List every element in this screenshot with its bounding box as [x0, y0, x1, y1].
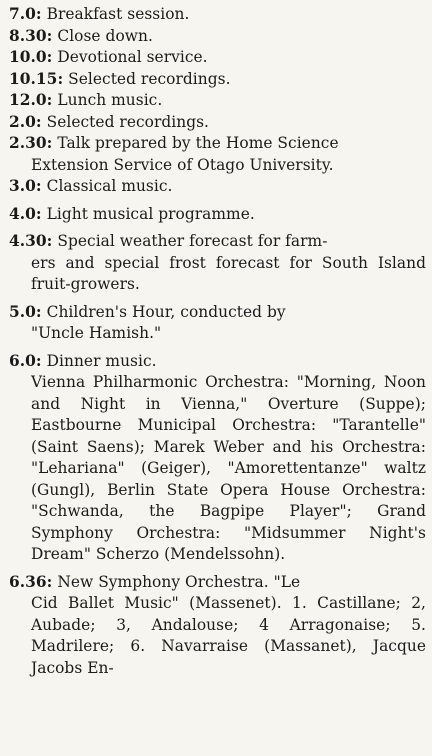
list-item: [9, 302, 426, 345]
time-label: 5.0:: [9, 302, 42, 321]
item-continuation: Extension Service of Otago University.: [31, 155, 334, 174]
item-continuation: Cid Ballet Music" (Massenet). 1. Castillane; 2, Aubade; 3, Andalouse; 4 Arragonaise; 5. Madrilere; 6. Navarraise (Massanet), Jacque Jacobs En-: [31, 594, 426, 677]
list-item: [9, 204, 426, 226]
item-text: Selected recordings.: [46, 112, 210, 131]
time-label: 3.0:: [9, 177, 42, 195]
time-label: 7.0:: [9, 5, 42, 23]
item-text: New Symphony Orchestra. "Le: [57, 572, 301, 591]
time-label: 10.0:: [9, 48, 53, 66]
list-item: [9, 572, 426, 680]
time-label: 4.0:: [9, 204, 42, 223]
item-text: Devotional service.: [57, 48, 208, 66]
item-text: Special weather forecast for farm-: [57, 232, 328, 250]
list-item: [9, 69, 426, 91]
list-item: [9, 231, 426, 296]
item-detail: Vienna Philharmonic Orchestra: "Morning, Noon and Night in Vienna," Overture (Suppe); Eastbourne Municipal Orchestra: "Tarantelle" (Saint Saens); Marek Weber and his Orchestra: "Lehariana" (Geiger), "Amorettentanze" waltz (Gungl), Berlin State Opera House Orchestra: "Schwanda, the Bagpipe Player"; Grand Symphony Orchestra: "Midsummer Night's Dream" Scherzo (Mendelssohn).: [31, 373, 426, 563]
list-item: [9, 26, 426, 48]
list-item: [9, 133, 426, 176]
list-item: [9, 47, 426, 69]
item-text: Lunch music.: [57, 91, 163, 109]
time-label: 10.15:: [9, 69, 64, 88]
item-text: Selected recordings.: [68, 69, 231, 88]
item-continuation: ers and special frost forecast for South Island fruit-growers.: [31, 253, 426, 293]
time-label: 6.36:: [9, 572, 53, 591]
list-item: [9, 112, 426, 134]
list-item: [9, 4, 426, 26]
item-text: Dinner music.: [46, 351, 157, 370]
item-text: Talk prepared by the Home Science: [57, 134, 339, 152]
time-label: 12.0:: [9, 91, 53, 109]
list-item: [9, 90, 426, 112]
time-label: 4.30:: [9, 232, 53, 250]
time-label: 2.30:: [9, 134, 53, 152]
list-item: [9, 176, 426, 198]
time-label: 2.0:: [9, 112, 42, 131]
time-label: 6.0:: [9, 351, 42, 370]
list-item: [9, 351, 426, 566]
item-text: Breakfast session.: [46, 5, 190, 23]
item-text: Classical music.: [46, 177, 173, 195]
item-text: Close down.: [57, 26, 153, 45]
item-continuation: "Uncle Hamish.": [31, 324, 162, 342]
item-text: Children's Hour, conducted by: [46, 302, 286, 321]
item-text: Light musical programme.: [46, 204, 255, 223]
time-label: 8.30:: [9, 26, 53, 45]
